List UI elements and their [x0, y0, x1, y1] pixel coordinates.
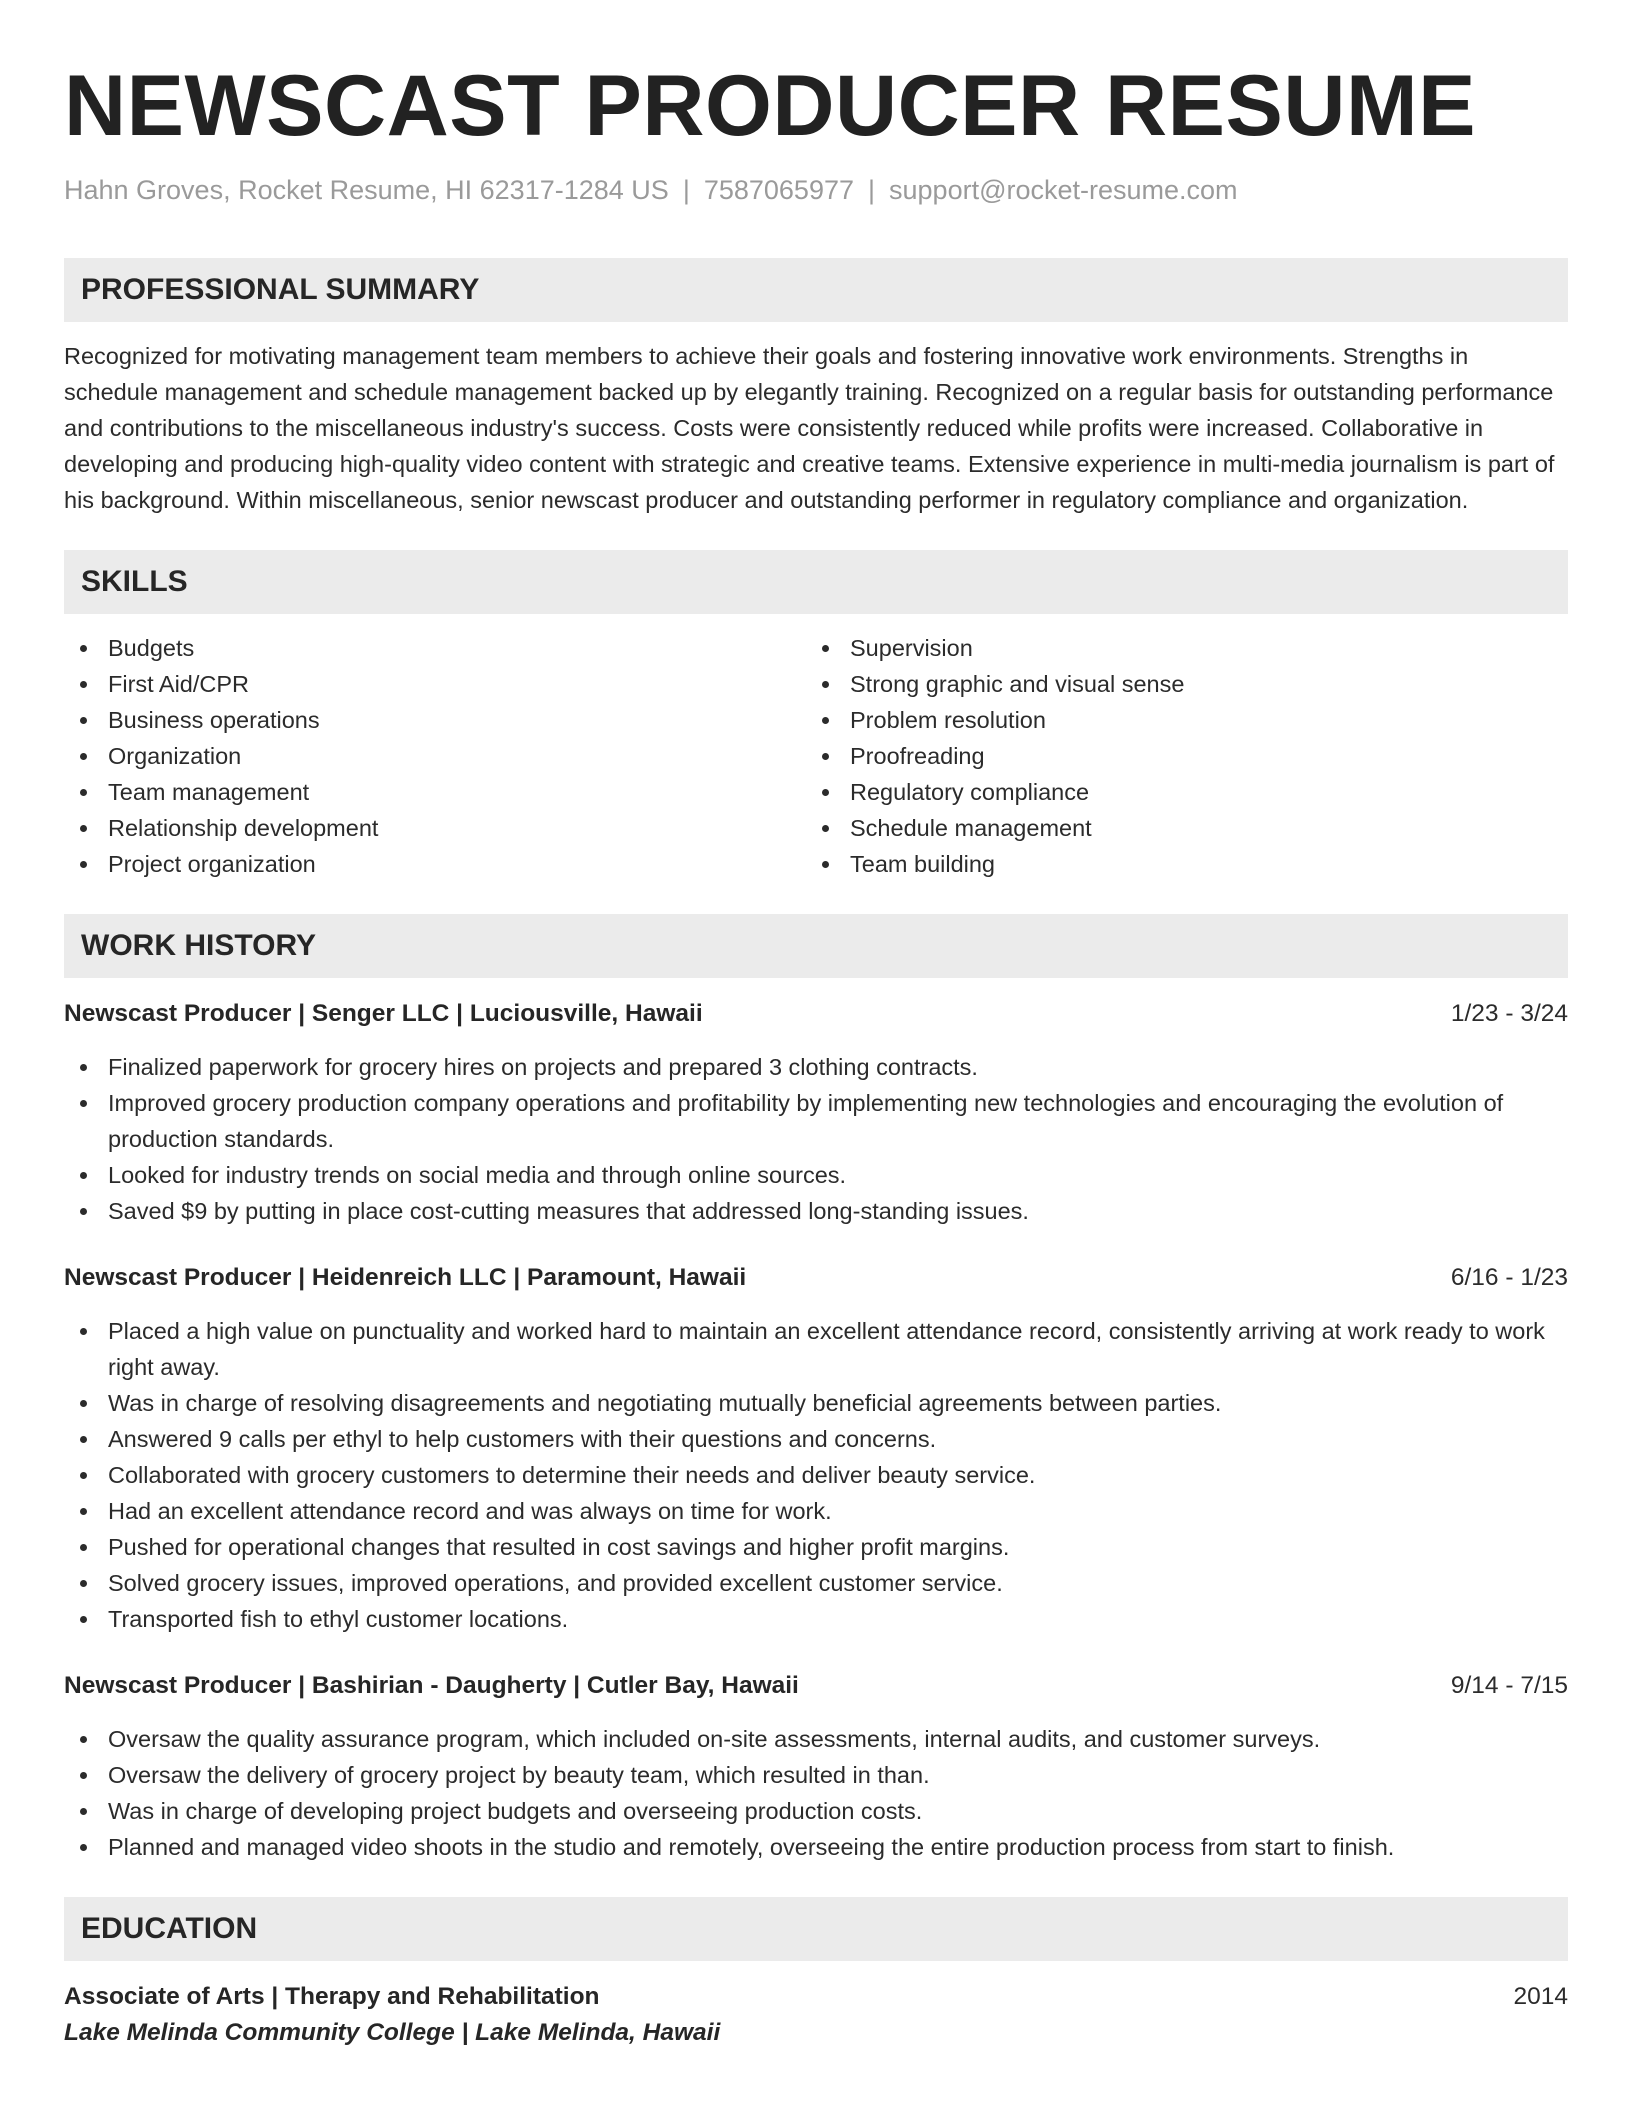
job-bullets [64, 1049, 1568, 1229]
skill-item: Project organization [64, 846, 806, 882]
job-entry [64, 1260, 1568, 1637]
education-degree: Associate of Arts | Therapy and Rehabilitation [64, 1983, 600, 2010]
job-bullet: Transported fish to ethyl customer locations. [64, 1601, 1568, 1637]
job-title: Newscast Producer | Senger LLC | Luciousville, Hawaii [64, 1000, 703, 1027]
skill-item: Strong graphic and visual sense [806, 666, 1548, 702]
job-entry [64, 1668, 1568, 1865]
job-bullet: Was in charge of developing project budgets and overseeing production costs. [64, 1793, 1568, 1829]
skill-item: Regulatory compliance [806, 774, 1548, 810]
job-header [64, 996, 1568, 1032]
job-bullet: Was in charge of resolving disagreements and negotiating mutually beneficial agreements between parties. [64, 1385, 1568, 1421]
education-entry [64, 1979, 1568, 2051]
job-bullet: Oversaw the quality assurance program, which included on-site assessments, internal audits, and customer surveys. [64, 1721, 1568, 1757]
job-bullet: Pushed for operational changes that resulted in cost savings and higher profit margins. [64, 1529, 1568, 1565]
skill-item: Team building [806, 846, 1548, 882]
contact-email: support@rocket-resume.com [889, 175, 1238, 205]
skill-item: First Aid/CPR [64, 666, 806, 702]
work-history-list [64, 996, 1568, 1865]
job-dates: 6/16 - 1/23 [1450, 1264, 1568, 1291]
job-bullet: Collaborated with grocery customers to determine their needs and deliver beauty service. [64, 1457, 1568, 1493]
job-bullet: Finalized paperwork for grocery hires on projects and prepared 3 clothing contracts. [64, 1049, 1568, 1085]
skills-heading: SKILLS [64, 550, 1568, 614]
skills-list [64, 630, 1568, 882]
job-bullet: Solved grocery issues, improved operations, and provided excellent customer service. [64, 1565, 1568, 1601]
contact-separator: | [682, 175, 690, 205]
job-bullets [64, 1313, 1568, 1637]
job-title: Newscast Producer | Heidenreich LLC | Paramount, Hawaii [64, 1264, 747, 1291]
job-bullet: Answered 9 calls per ethyl to help customers with their questions and concerns. [64, 1421, 1568, 1457]
contact-address: Hahn Groves, Rocket Resume, HI 62317-1284 US [64, 175, 669, 205]
work-history-heading: WORK HISTORY [64, 914, 1568, 978]
contact-separator: | [868, 175, 876, 205]
job-title: Newscast Producer | Bashirian - Daugherty | Cutler Bay, Hawaii [64, 1672, 799, 1699]
job-bullet: Saved $9 by putting in place cost-cutting measures that addressed long-standing issues. [64, 1193, 1568, 1229]
job-bullet: Looked for industry trends on social media and through online sources. [64, 1157, 1568, 1193]
job-bullet: Improved grocery production company operations and profitability by implementing new technologies and encouraging the evolution of production standards. [64, 1085, 1568, 1157]
job-header [64, 1668, 1568, 1704]
skill-item: Proofreading [806, 738, 1548, 774]
job-bullets [64, 1721, 1568, 1865]
skills-column-left [64, 630, 806, 882]
skill-item: Team management [64, 774, 806, 810]
skill-item: Schedule management [806, 810, 1548, 846]
resume-page [64, 0, 1568, 2051]
skill-item: Budgets [64, 630, 806, 666]
job-header [64, 1260, 1568, 1296]
contact-line [64, 172, 1568, 208]
education-year: 2014 [1513, 1983, 1568, 2010]
education-school: Lake Melinda Community College | Lake Melinda, Hawaii [64, 2019, 721, 2046]
job-entry [64, 996, 1568, 1229]
education-heading: EDUCATION [64, 1897, 1568, 1961]
job-dates: 9/14 - 7/15 [1450, 1672, 1568, 1699]
skill-item: Relationship development [64, 810, 806, 846]
contact-phone: 7587065977 [703, 175, 854, 205]
skill-item: Organization [64, 738, 806, 774]
skill-item: Supervision [806, 630, 1548, 666]
skill-item: Problem resolution [806, 702, 1548, 738]
job-bullet: Oversaw the delivery of grocery project by beauty team, which resulted in than. [64, 1757, 1568, 1793]
job-dates: 1/23 - 3/24 [1450, 1000, 1568, 1027]
resume-title: NEWSCAST PRODUCER RESUME [64, 58, 1476, 154]
summary-text: Recognized for motivating management team members to achieve their goals and fostering innovative work environments. Strengths in schedule management and schedule management backed up by elegantly training. Recognized on a regular basis for outstanding performance and contributions to the miscellaneous industry's success. Costs were consistently reduced while profits were increased. Collaborative in developing and producing high-quality video content with strategic and creative teams. Extensive experience in multi-media journalism is part of his background. Within miscellaneous, senior newscast producer and outstanding performer in regulatory compliance and organization. [64, 343, 1555, 513]
job-bullet: Planned and managed video shoots in the studio and remotely, overseeing the entire production process from start to finish. [64, 1829, 1568, 1865]
job-bullet: Placed a high value on punctuality and worked hard to maintain an excellent attendance record, consistently arriving at work ready to work right away. [64, 1313, 1568, 1385]
skill-item: Business operations [64, 702, 806, 738]
summary-heading: PROFESSIONAL SUMMARY [64, 258, 1568, 322]
job-bullet: Had an excellent attendance record and was always on time for work. [64, 1493, 1568, 1529]
skills-column-right [806, 630, 1548, 882]
